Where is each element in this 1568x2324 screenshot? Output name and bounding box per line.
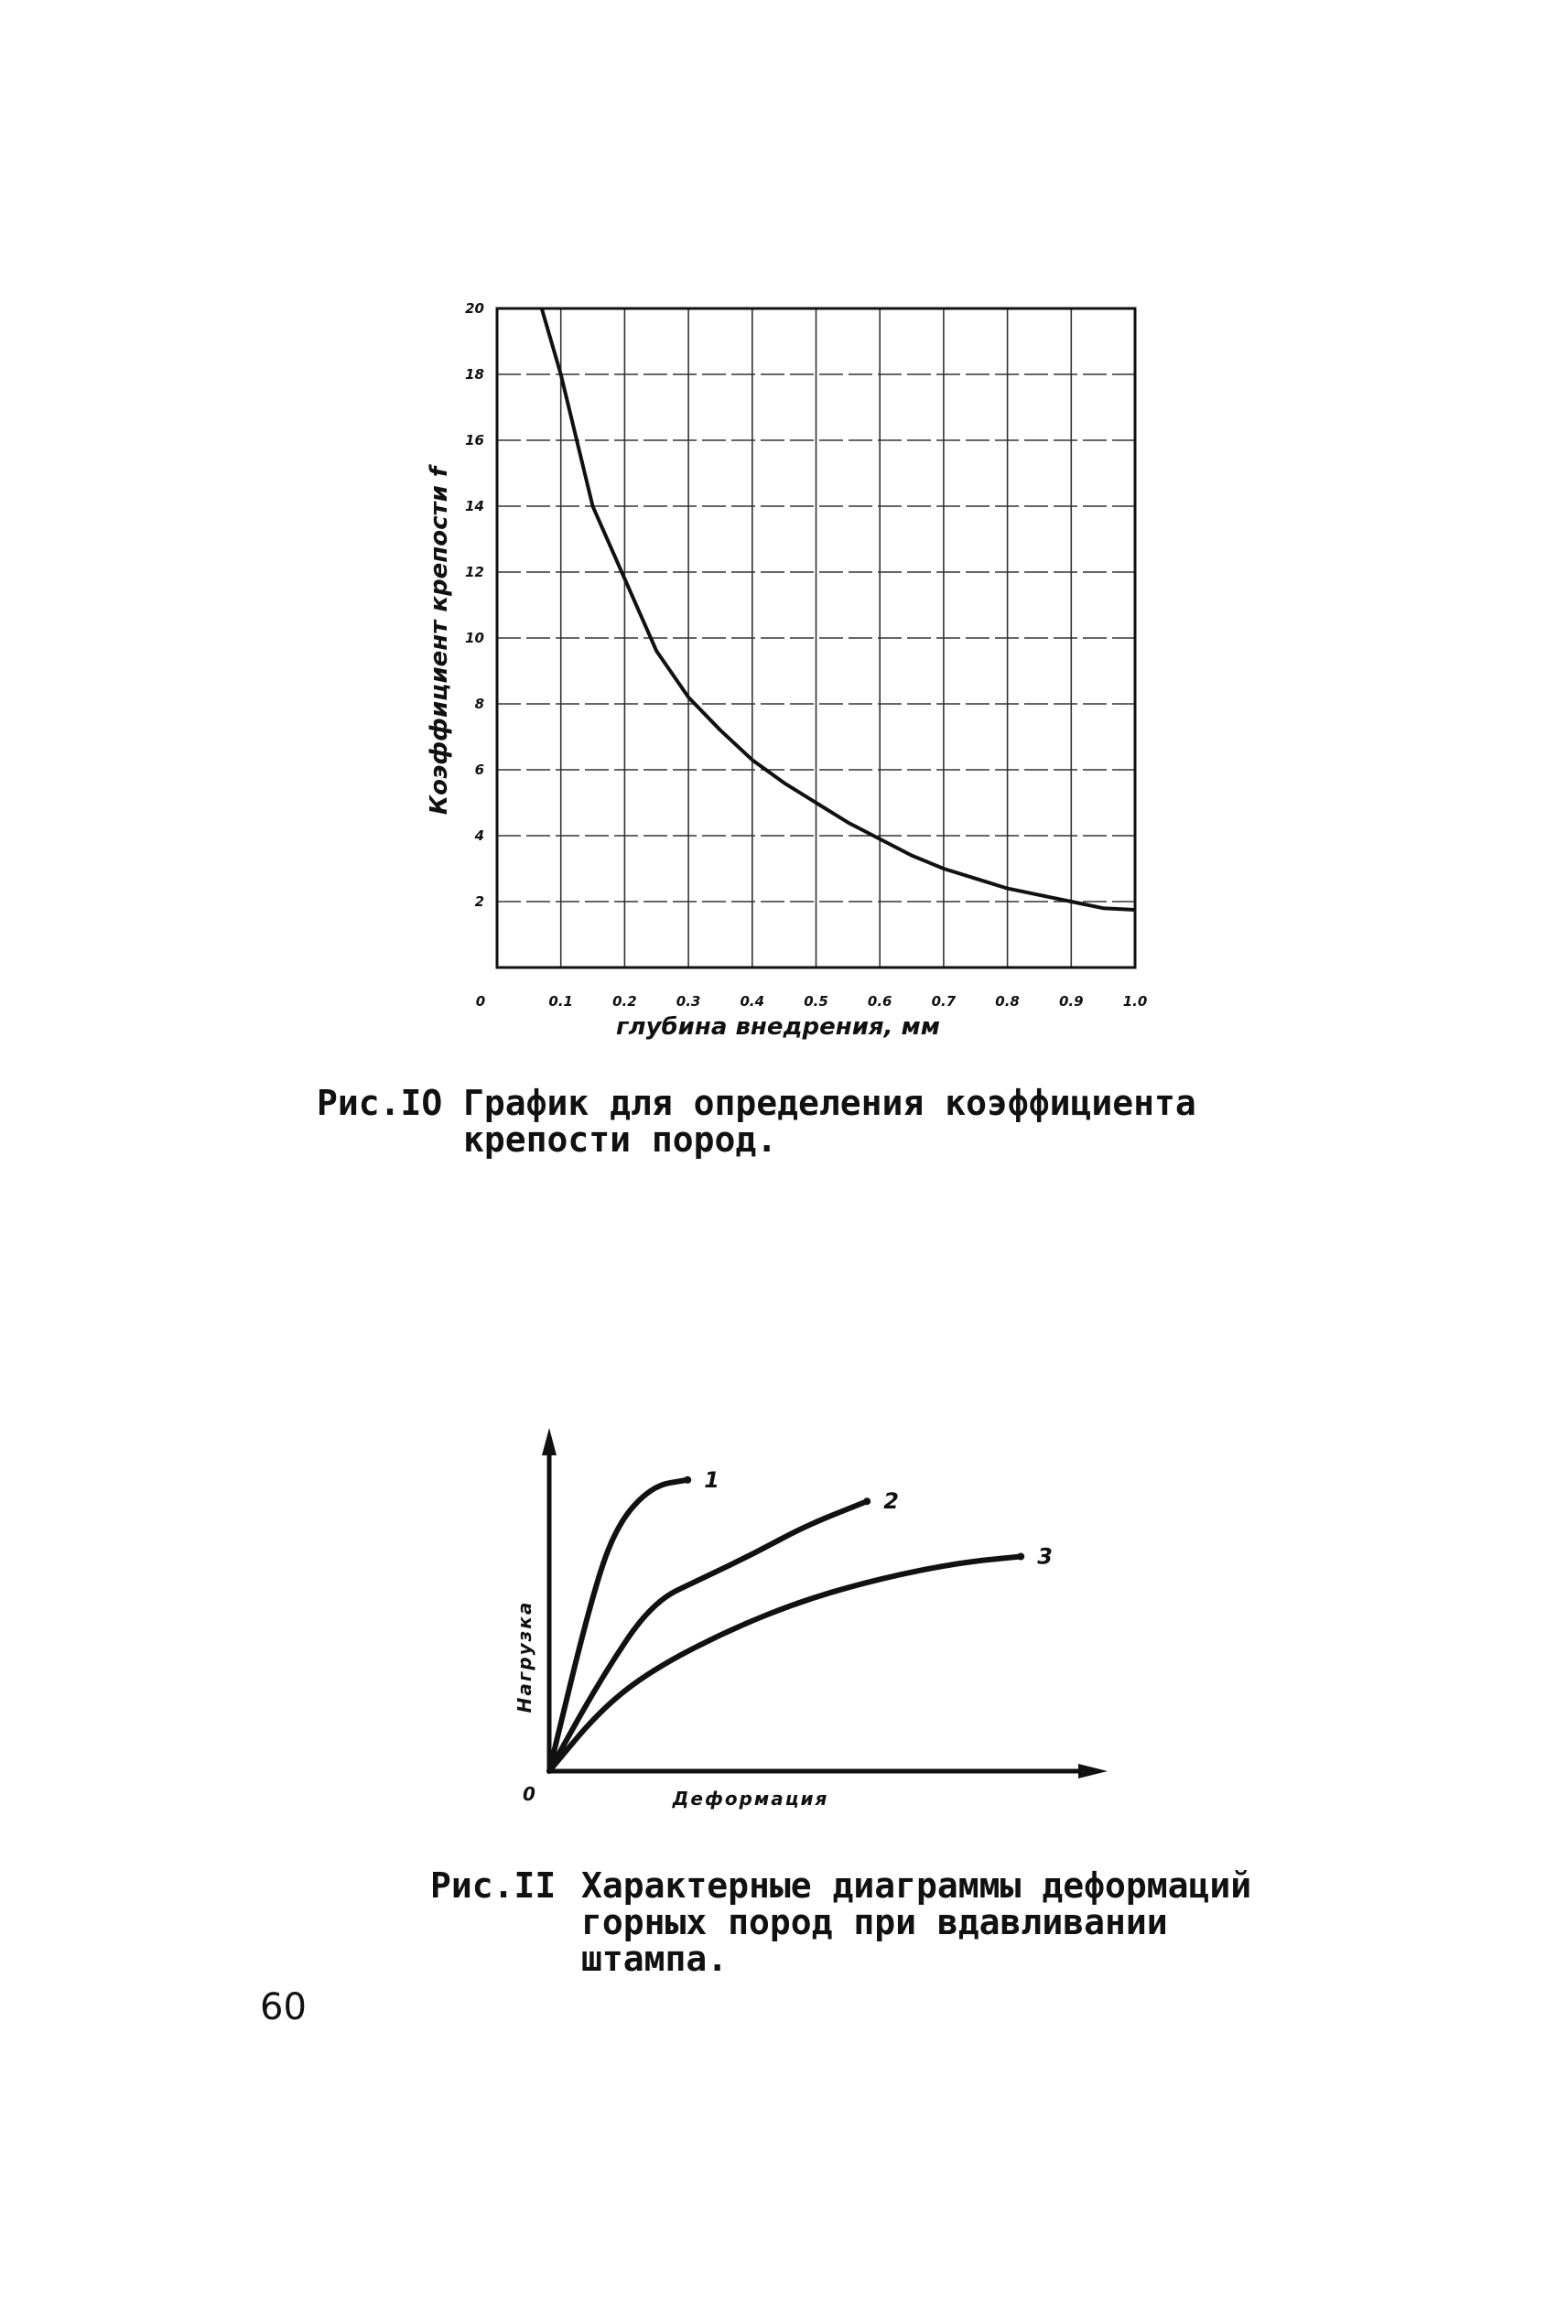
curve-label-2: 2	[883, 1488, 899, 1515]
curve-2	[549, 1501, 867, 1771]
y-axis-label: Коэффициент крепости f	[426, 466, 453, 816]
x-tick-label: 0.8	[995, 993, 1020, 1010]
x-tick-label: 0.2	[612, 993, 637, 1010]
curve-1	[549, 1480, 687, 1771]
x-tick-label: 0.5	[804, 993, 828, 1010]
y-tick-label: 2	[474, 893, 484, 910]
figure10-caption-line-1: График для определения коэффициента	[463, 1083, 1196, 1123]
y-tick-label: 14	[465, 498, 484, 514]
figure10-caption-line-2: крепости пород.	[463, 1119, 778, 1160]
figure11-caption-line-1: Характерные диаграммы деформаций	[581, 1865, 1252, 1906]
curve-3	[549, 1557, 1021, 1772]
y-axis-label: Нагрузка	[514, 1600, 535, 1713]
curve-end-dot	[1017, 1553, 1024, 1561]
y-tick-label: 6	[474, 762, 484, 778]
x-tick-label: 0.1	[548, 993, 573, 1010]
figure10-caption-label: Рис.IO	[317, 1083, 443, 1123]
curve-label-1: 1	[704, 1466, 719, 1493]
x-tick-label: 0.4	[740, 993, 765, 1010]
y-tick-label: 10	[465, 630, 484, 646]
y-tick-label: 12	[465, 564, 484, 580]
x-tick-label: 0.7	[931, 993, 957, 1010]
y-tick-label: 18	[465, 366, 484, 383]
y-tick-label: 20	[465, 300, 484, 317]
page-number: 60	[260, 1986, 307, 2028]
curve-label-3: 3	[1037, 1543, 1053, 1570]
y-tick-label: 4	[474, 827, 484, 844]
x-tick-label: 0.6	[867, 993, 892, 1010]
strength-curve	[542, 308, 1135, 910]
chart-rock-strength	[426, 300, 1147, 1041]
curve-end-dot	[684, 1476, 691, 1484]
figure11-caption-label: Рис.II	[430, 1865, 557, 1906]
figure11-caption-line-2: горных пород при вдавливании	[581, 1902, 1168, 1942]
y-axis-arrow-icon	[542, 1428, 557, 1455]
x-tick-label: 0	[475, 993, 486, 1010]
figure11-caption-line-3: штампа.	[581, 1939, 729, 1979]
x-tick-label: 0.9	[1059, 993, 1084, 1010]
x-axis-label: глубина внедрения, мм	[615, 1013, 941, 1041]
origin-label: 0	[523, 1783, 535, 1805]
x-tick-label: 1.0	[1122, 993, 1148, 1010]
curve-end-dot	[863, 1497, 871, 1505]
y-tick-label: 8	[474, 696, 484, 712]
y-tick-label: 16	[465, 432, 484, 449]
x-axis-arrow-icon	[1078, 1764, 1108, 1778]
chart-deformation-diagrams	[514, 1428, 1108, 1810]
x-axis-label: Деформация	[672, 1788, 829, 1810]
x-tick-label: 0.3	[676, 993, 701, 1010]
